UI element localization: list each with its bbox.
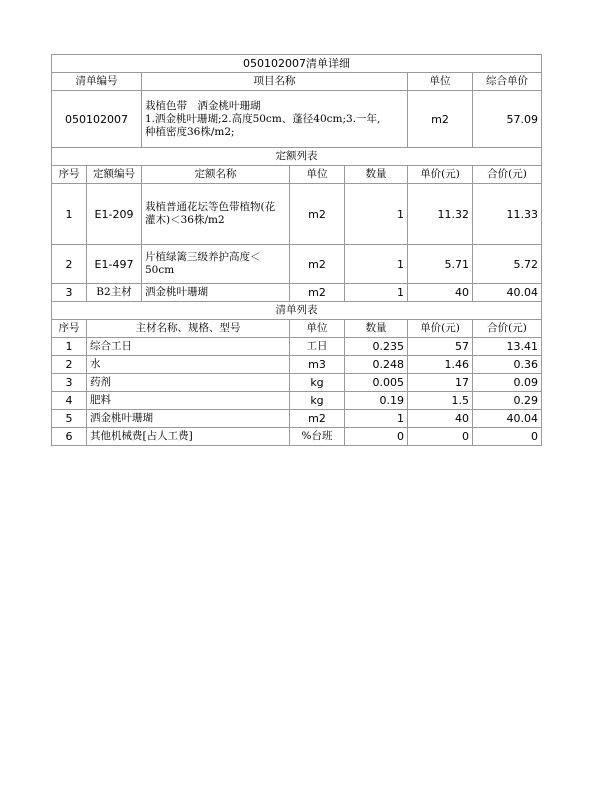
bill-price-header: 综合单价 <box>473 73 542 91</box>
quota-total: 11.33 <box>473 184 542 245</box>
material-no: 1 <box>52 338 87 356</box>
material-price: 0 <box>408 428 473 446</box>
quota-header-name: 定额名称 <box>142 166 290 184</box>
material-total: 40.04 <box>473 410 542 428</box>
quota-price: 40 <box>408 284 473 302</box>
quota-unit: m2 <box>290 284 345 302</box>
material-name: 肥料 <box>87 392 290 410</box>
material-name: 洒金桃叶珊瑚 <box>87 410 290 428</box>
table-row <box>52 338 542 356</box>
material-qty: 1 <box>345 410 408 428</box>
material-no: 6 <box>52 428 87 446</box>
quota-header-code: 定额编号 <box>87 166 142 184</box>
material-price: 57 <box>408 338 473 356</box>
material-header-total: 合价(元) <box>473 320 542 338</box>
quota-no: 2 <box>52 245 87 284</box>
table-row <box>52 374 542 392</box>
material-price: 17 <box>408 374 473 392</box>
material-total: 0.29 <box>473 392 542 410</box>
bill-code: 050102007 <box>52 91 142 148</box>
quota-unit: m2 <box>290 184 345 245</box>
quota-header-qty: 数量 <box>345 166 408 184</box>
quota-total: 40.04 <box>473 284 542 302</box>
quota-name-line: 灌木)＜36株/m2 <box>145 214 225 226</box>
bill-name-line: 1.洒金桃叶珊瑚;2.高度50cm、蓬径40cm;3.一年, <box>145 112 381 125</box>
material-name: 其他机械费[占人工费] <box>87 428 290 446</box>
quota-price: 11.32 <box>408 184 473 245</box>
table-row <box>52 428 542 446</box>
quota-qty: 1 <box>345 184 408 245</box>
material-unit: kg <box>290 392 345 410</box>
quota-name: 洒金桃叶珊瑚 <box>142 284 290 302</box>
material-unit: m2 <box>290 410 345 428</box>
bill-price: 57.09 <box>473 91 542 148</box>
material-total: 0.09 <box>473 374 542 392</box>
bill-name <box>142 91 408 148</box>
material-qty: 0.248 <box>345 356 408 374</box>
material-price: 1.5 <box>408 392 473 410</box>
material-header-no: 序号 <box>52 320 87 338</box>
material-no: 5 <box>52 410 87 428</box>
quota-header-unit: 单位 <box>290 166 345 184</box>
quota-unit: m2 <box>290 245 345 284</box>
material-qty: 0.19 <box>345 392 408 410</box>
table-row <box>52 392 542 410</box>
quota-total: 5.72 <box>473 245 542 284</box>
material-no: 4 <box>52 392 87 410</box>
quota-name <box>142 245 290 284</box>
material-total: 13.41 <box>473 338 542 356</box>
material-no: 3 <box>52 374 87 392</box>
material-qty: 0.235 <box>345 338 408 356</box>
bill-name-line: 栽植色带 洒金桃叶珊瑚 <box>145 99 261 112</box>
quota-name-line: 栽植普通花坛等色带植物(花 <box>145 201 276 213</box>
table-row <box>52 410 542 428</box>
table-row <box>52 245 542 284</box>
material-qty: 0.005 <box>345 374 408 392</box>
quota-qty: 1 <box>345 245 408 284</box>
quota-no: 1 <box>52 184 87 245</box>
quota-code: B2主材 <box>87 284 142 302</box>
quota-header-price: 单价(元) <box>408 166 473 184</box>
material-price: 1.46 <box>408 356 473 374</box>
material-header-name: 主材名称、规格、型号 <box>87 320 290 338</box>
material-price: 40 <box>408 410 473 428</box>
material-unit: 工日 <box>290 338 345 356</box>
material-qty: 0 <box>345 428 408 446</box>
material-header-price: 单价(元) <box>408 320 473 338</box>
bill-name-line: 种植密度36株/m2; <box>145 125 235 138</box>
material-name: 水 <box>87 356 290 374</box>
quota-price: 5.71 <box>408 245 473 284</box>
table-row <box>52 184 542 245</box>
quota-qty: 1 <box>345 284 408 302</box>
table-row <box>52 284 542 302</box>
table-row <box>52 356 542 374</box>
material-name: 药剂 <box>87 374 290 392</box>
bill-detail-table <box>51 54 542 446</box>
material-unit: %台班 <box>290 428 345 446</box>
quota-name <box>142 184 290 245</box>
quota-name-line: 50cm <box>145 264 175 276</box>
material-header-qty: 数量 <box>345 320 408 338</box>
quota-no: 3 <box>52 284 87 302</box>
quota-code: E1-209 <box>87 184 142 245</box>
quota-header-total: 合价(元) <box>473 166 542 184</box>
material-total: 0 <box>473 428 542 446</box>
bill-unit: m2 <box>408 91 473 148</box>
material-total: 0.36 <box>473 356 542 374</box>
bill-code-header: 清单编号 <box>52 73 142 91</box>
material-unit: m3 <box>290 356 345 374</box>
bill-unit-header: 单位 <box>408 73 473 91</box>
quota-header-no: 序号 <box>52 166 87 184</box>
material-header-unit: 单位 <box>290 320 345 338</box>
material-name: 综合工日 <box>87 338 290 356</box>
material-unit: kg <box>290 374 345 392</box>
material-no: 2 <box>52 356 87 374</box>
quota-section-title: 定额列表 <box>52 148 542 166</box>
page-title: 050102007清单详细 <box>52 55 542 73</box>
quota-name-line: 片植绿篱三级养护高度＜ <box>145 251 261 263</box>
quota-code: E1-497 <box>87 245 142 284</box>
bill-name-header: 项目名称 <box>142 73 408 91</box>
material-section-title: 清单列表 <box>52 302 542 320</box>
